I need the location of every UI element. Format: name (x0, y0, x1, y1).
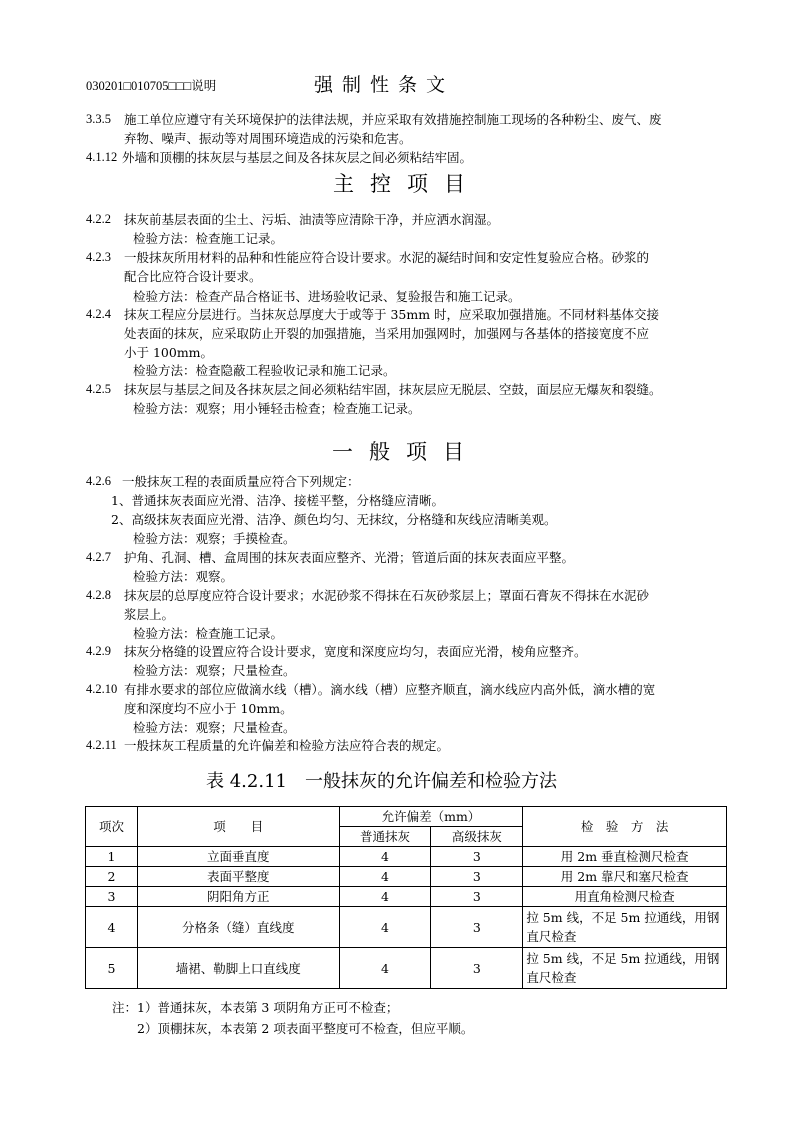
page-title: 强制性条文 (314, 74, 455, 96)
cell-method: 用 2m 靠尺和塞尺检查 (523, 867, 727, 887)
cell-normal: 4 (339, 847, 431, 867)
sub-requirement: 2、高级抹灰表面应光滑、洁净、颜色均匀、无抹纹，分格缝和灰线应清晰美观。 (111, 512, 557, 527)
section-title-main: 主控项目 (333, 172, 481, 196)
cell-index: 5 (86, 948, 138, 989)
cell-method: 拉 5m 线，不足 5m 拉通线，用钢直尺检查 (523, 948, 727, 989)
cell-index: 1 (86, 847, 138, 867)
cell-normal: 4 (339, 867, 431, 887)
cell-item: 阴阳角方正 (137, 887, 339, 907)
clause-line: 度和深度均不应小于 10mm。 (124, 701, 293, 716)
cell-index: 2 (86, 867, 138, 887)
clause-number: 4.1.12 (86, 150, 118, 164)
clause-line: 抹灰分格缝的设置应符合设计要求，宽度和深度应均匀，表面应光滑，棱角应整齐。 (124, 644, 587, 659)
cell-advanced: 3 (431, 887, 523, 907)
clause-number: 4.2.7 (86, 550, 111, 564)
header-normal: 普通抹灰 (339, 827, 431, 847)
cell-item: 表面平整度 (137, 867, 339, 887)
inspection-method: 检验方法：检查隐蔽工程验收记录和施工记录。 (133, 363, 396, 378)
header-deviation: 允许偏差（mm） (339, 807, 523, 827)
table-header-row (86, 807, 727, 827)
clause-number: 4.2.8 (86, 588, 111, 602)
table-row (86, 887, 727, 907)
clause-line: 弃物、噪声、振动等对周围环境造成的污染和危害。 (124, 131, 412, 146)
inspection-method: 检验方法：观察；用小锤轻击检查；检查施工记录。 (133, 401, 421, 416)
table-row (86, 948, 727, 989)
clause-number: 4.2.9 (86, 644, 111, 658)
clause-number: 4.2.3 (86, 250, 111, 264)
document-code: 030201□010705□□□说明 (86, 79, 217, 93)
inspection-method: 检验方法：观察；尺量检查。 (133, 663, 296, 678)
inspection-method: 检验方法：观察；手摸检查。 (133, 531, 296, 546)
clause-line: 处表面的抹灰，应采取防止开裂的加强措施，当采用加强网时，加强网与各基体的搭接宽度不应 (124, 326, 650, 341)
clause-number: 4.2.6 (86, 474, 111, 488)
inspection-method: 检验方法：检查施工记录。 (133, 626, 284, 641)
cell-normal: 4 (339, 907, 431, 948)
clause-line: 抹灰层与基层之间及各抹灰层之间必须粘结牢固，抹灰层应无脱层、空鼓，面层应无爆灰和裂缝。 (124, 382, 662, 397)
clause-line: 抹灰层的总厚度应符合设计要求；水泥砂浆不得抹在石灰砂浆层上；罩面石膏灰不得抹在水泥砂 (124, 588, 650, 603)
cell-index: 3 (86, 887, 138, 907)
cell-item: 分格条（缝）直线度 (137, 907, 339, 948)
header-advanced: 高级抹灰 (431, 827, 523, 847)
inspection-method: 检验方法：观察。 (133, 569, 234, 584)
table-note: 注：1）普通抹灰，本表第 3 项阴角方正可不检查； (112, 1000, 399, 1015)
table-title: 表 4.2.11 一般抹灰的允许偏差和检验方法 (206, 771, 557, 792)
clause-line: 抹灰前基层表面的尘土、污垢、油渍等应清除干净，并应洒水润湿。 (124, 212, 500, 227)
cell-advanced: 3 (431, 907, 523, 948)
cell-normal: 4 (339, 948, 431, 989)
cell-advanced: 3 (431, 847, 523, 867)
clause-number: 4.2.4 (86, 307, 111, 321)
clause-line: 施工单位应遵守有关环境保护的法律法规，并应采取有效措施控制施工现场的各种粉尘、废气、废 (124, 112, 662, 127)
clause-line: 一般抹灰工程质量的允许偏差和检验方法应符合表的规定。 (124, 738, 450, 753)
cell-item: 立面垂直度 (137, 847, 339, 867)
cell-method: 拉 5m 线，不足 5m 拉通线，用钢直尺检查 (523, 907, 727, 948)
cell-index: 4 (86, 907, 138, 948)
clause-number: 4.2.10 (86, 682, 118, 696)
cell-item: 墙裙、勒脚上口直线度 (137, 948, 339, 989)
inspection-method: 检验方法：观察；尺量检查。 (133, 720, 296, 735)
table-note: 2）顶棚抹灰，本表第 2 项表面平整度可不检查，但应平顺。 (137, 1021, 474, 1036)
clause-line: 有排水要求的部位应做滴水线（槽）。滴水线（槽）应整齐顺直，滴水线应内高外低，滴水槽的宽 (124, 682, 656, 697)
section-title-general: 一般项目 (332, 440, 480, 464)
header-index: 项次 (86, 807, 138, 847)
clause-number: 4.2.11 (86, 738, 117, 752)
sub-requirement: 1、普通抹灰表面应光滑、洁净、接槎平整，分格缝应清晰。 (111, 493, 444, 508)
clause-line: 配合比应符合设计要求。 (124, 269, 262, 284)
deviation-table (85, 806, 727, 989)
header-item: 项 目 (137, 807, 339, 847)
clause-line: 护角、孔洞、槽、盒周围的抹灰表面应整齐、光滑；管道后面的抹灰表面应平整。 (124, 550, 575, 565)
clause-line: 一般抹灰工程的表面质量应符合下列规定： (122, 474, 360, 489)
clause-number: 4.2.2 (86, 212, 111, 226)
cell-advanced: 3 (431, 948, 523, 989)
header-method: 检 验 方 法 (523, 807, 727, 847)
inspection-method: 检验方法：检查产品合格证书、进场验收记录、复验报告和施工记录。 (133, 289, 521, 304)
clause-line: 浆层上。 (124, 607, 175, 622)
cell-normal: 4 (339, 887, 431, 907)
cell-method: 用 2m 垂直检测尺检查 (523, 847, 727, 867)
cell-advanced: 3 (431, 867, 523, 887)
table-row (86, 867, 727, 887)
clause-number: 3.3.5 (86, 112, 111, 126)
table-row (86, 907, 727, 948)
cell-method: 用直角检测尺检查 (523, 887, 727, 907)
clause-line: 小于 100mm。 (124, 345, 214, 360)
clause-line: 一般抹灰所用材料的品种和性能应符合设计要求。水泥的凝结时间和安定性复验应合格。砂浆的 (124, 250, 650, 265)
clause-line: 外墙和顶棚的抹灰层与基层之间及各抹灰层之间必须粘结牢固。 (122, 150, 473, 165)
clause-line: 抹灰工程应分层进行。当抹灰总厚度大于或等于 35mm 时，应采取加强措施。不同材料基体交接 (124, 307, 660, 322)
inspection-method: 检验方法：检查施工记录。 (133, 231, 284, 246)
table-row (86, 847, 727, 867)
clause-number: 4.2.5 (86, 382, 111, 396)
